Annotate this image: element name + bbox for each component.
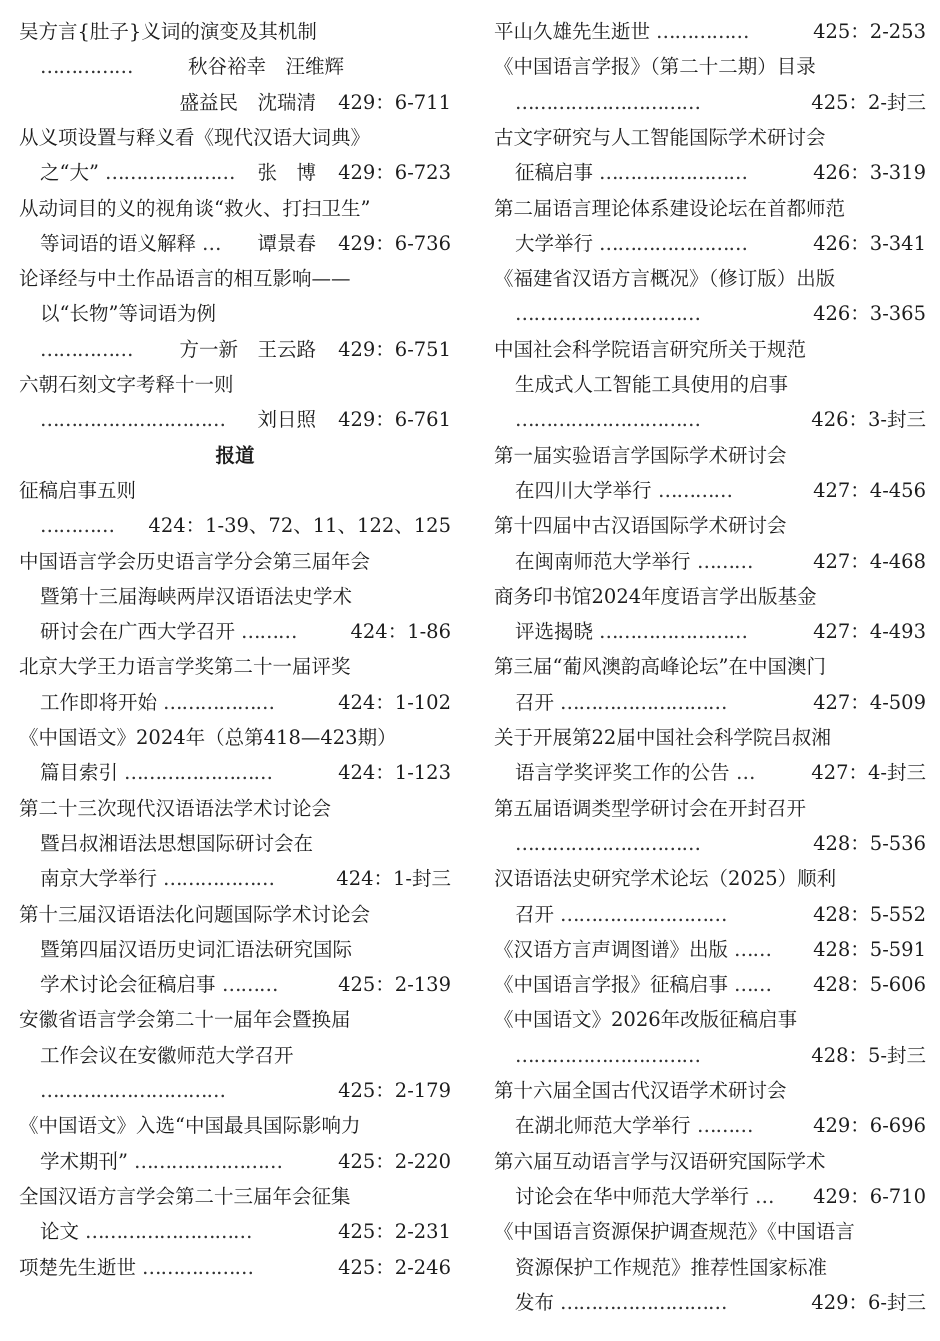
leader-dots: ……………… [142,1255,253,1279]
leader-dots: ………………… [105,161,235,185]
entry-title: 六朝石刻文字考释十一则 [19,373,234,396]
leader-dots: ……………………… [85,1220,252,1244]
index-line [19,261,451,296]
entry-title: 暨吕叔湘语法思想国际研讨会在 [40,831,314,855]
leader-dots: ………………………… [515,1043,700,1067]
entry-title: 发布 [515,1290,555,1314]
index-line [494,85,926,120]
page-ref: 425：2-封三 [811,90,926,114]
leader-dots: ……………………… [560,690,727,714]
page-ref: 426：3-319 [813,161,926,185]
entry-title: 召开 [515,902,555,926]
leader-dots: ……… [241,620,297,644]
entry-title: 召开 [515,690,555,714]
entry-title: 古文字研究与人工智能国际学术研讨会 [494,125,826,149]
entry-title: 第二十三次现代汉语语法学术讨论会 [19,796,332,820]
index-line [19,508,451,543]
index-line [494,155,926,190]
entry-title: 征稿启事 [515,161,594,185]
entry-title: 大学举行 [515,231,594,255]
index-line [19,1250,451,1285]
index-line [494,332,926,367]
leader-dots: ………………………… [40,1079,225,1102]
leader-dots: ………………………… [515,302,700,326]
index-line [494,826,926,861]
index-line [494,861,926,896]
entry-title: 篇目索引 [40,761,119,785]
entry-title: 工作会议在安徽师范大学召开 [40,1043,294,1067]
entry-title: 第十六届全国古代汉语学术研讨会 [494,1079,787,1102]
index-line [494,932,926,967]
entry-title: 项楚先生逝世 [19,1255,137,1279]
leader-dots: …………… [656,20,749,43]
index-line [494,438,926,473]
entry-title: 《中国语文》2024年（总第418—423期） [19,726,397,749]
entry-title: 在四川大学举行 [515,478,652,502]
page-ref: 427：4-456 [813,478,926,502]
index-line [19,649,451,684]
index-line [19,791,451,826]
entry-author: 谭景春 [257,231,316,255]
index-line [494,473,926,508]
page-ref: 424：1-123 [338,761,451,785]
entry-author: 刘日照 [257,408,316,432]
page-ref: 425：2-246 [338,1255,451,1279]
page-ref: 425：2-179 [338,1079,451,1102]
entry-title: 中国语言学会历史语言学分会第三届年会 [19,549,371,573]
entry-title: 《中国语文》2026年改版征稿启事 [494,1008,798,1032]
index-line [494,261,926,296]
entry-title: 暨第四届汉语历史词汇语法研究国际 [40,937,353,961]
page-ref: 429：6-封三 [811,1290,926,1314]
entry-title: 之“大” [40,161,99,185]
leader-dots: …………………… [599,231,747,255]
page-ref: 426：3-365 [813,302,926,326]
index-line [494,791,926,826]
index-line [19,1002,451,1037]
index-line [19,14,451,49]
index-line [494,120,926,155]
leader-dots: ……… [222,973,278,997]
section-heading [19,438,451,473]
page-ref: 427：4-468 [813,549,926,573]
leader-dots: … [755,1184,774,1208]
entry-title: 第三届“葡风澳韵高峰论坛”在中国澳门 [494,655,826,679]
index-line [494,1214,926,1249]
index-line [494,191,926,226]
page-ref: 426：3-封三 [811,408,926,432]
entry-title: 北京大学王力语言学奖第二十一届评奖 [19,655,351,679]
entry-title: 《中国语言学报》（第二十二期）目录 [494,55,816,79]
entry-author: 盛益民 沈瑞清 [179,90,316,114]
index-line [19,473,451,508]
leader-dots: ………………………… [515,408,700,432]
index-line [494,1002,926,1037]
index-line [19,296,451,331]
entry-title: 全国汉语方言学会第二十三届年会征集 [19,1184,351,1208]
entry-title: 论译经与中土作品语言的相互影响—— [19,267,351,291]
index-line [494,402,926,437]
page-ref: 429：6-710 [813,1184,926,1208]
leader-dots: …………… [40,337,133,361]
index-line [19,861,451,896]
index-line [19,1073,451,1108]
leader-dots: … [736,761,755,785]
entry-title: 第一届实验语言学国际学术研讨会 [494,443,787,467]
index-line [494,1038,926,1073]
entry-title: 第二届语言理论体系建设论坛在首都师范 [494,196,846,220]
index-line [19,332,451,367]
leader-dots: ……… [697,1114,753,1138]
page-ref: 428：5-封三 [811,1043,926,1067]
leader-dots: ………… [658,478,732,502]
index-line [19,685,451,720]
entry-title: 关于开展第22届中国社会科学院吕叔湘 [494,726,831,749]
page-ref: 429：6-751 [338,337,451,361]
page-ref: 429：6-736 [338,231,451,255]
entry-title: 资源保护工作规范》推荐性国家标准 [515,1255,828,1279]
page-ref: 428：5-591 [813,937,926,961]
entry-title: 《福建省汉语方言概况》（修订版）出版 [494,267,836,291]
entry-title: 研讨会在广西大学召开 [40,620,236,644]
entry-title: 《汉语方言声调图谱》出版 [494,937,729,961]
leader-dots: ……… [697,549,753,573]
page-ref: 427：4-493 [813,620,926,644]
entry-title: 从义项设置与释义看《现代汉语大词典》 [19,125,371,149]
page-ref: 429：6-711 [338,90,451,114]
index-line [19,897,451,932]
entry-title: 平山久雄先生逝世 [494,20,651,43]
index-line [494,226,926,261]
entry-title: 中国社会科学院语言研究所关于规范 [494,337,807,361]
entry-title: 从动词目的义的视角谈“救火、打扫卫生” [19,196,371,220]
index-line [19,49,451,84]
index-line [19,226,451,261]
index-line [19,367,451,402]
leader-dots: … [202,231,221,255]
index-line [494,296,926,331]
entry-title: 汉语语法史研究学术论坛（2025）顺利 [494,867,837,891]
index-line [19,932,451,967]
index-line [494,579,926,614]
index-line [494,614,926,649]
index-line [19,1144,451,1179]
entry-title: 第五届语调类型学研讨会在开封召开 [494,796,807,820]
index-line [494,1285,926,1320]
section-title: 报道 [215,443,255,467]
page-ref: 427：4-封三 [811,761,926,785]
entry-title: 南京大学举行 [40,867,158,891]
entry-author: 秋谷裕幸 汪维辉 [188,55,345,79]
entry-title: 《中国语言学报》征稿启事 [494,973,729,997]
index-line [19,755,451,790]
entry-author: 方一新 王云路 [179,337,316,361]
entry-title: 《中国语言资源保护调查规范》《中国语言 [494,1220,855,1244]
entry-title: 征稿启事五则 [19,478,137,502]
index-line [494,1179,926,1214]
index-line [494,508,926,543]
entry-title: 商务印书馆2024年度语言学出版基金 [494,584,817,608]
index-line [19,1179,451,1214]
leader-dots: …… [734,937,771,961]
index-line [19,85,451,120]
index-line [494,967,926,1002]
page-ref: 429：6-723 [338,161,451,185]
leader-dots: …………… [40,55,133,79]
entry-title: 《中国语文》入选“中国最具国际影响力 [19,1114,361,1138]
entry-title: 安徽省语言学会第二十一届年会暨换届 [19,1008,351,1032]
leader-dots: …… [734,973,771,997]
index-line [494,755,926,790]
index-line [494,1250,926,1285]
leader-dots: ……………………… [560,1290,727,1314]
leader-dots: …………………… [599,620,747,644]
index-line [19,1108,451,1143]
entry-title: 讨论会在华中师范大学举行 [515,1184,750,1208]
page-ref: 424：1-39、72、11、122、125 [148,514,451,538]
entry-author: 张 博 [257,161,316,185]
index-line [494,367,926,402]
entry-title: 第十三届汉语语法化问题国际学术讨论会 [19,902,371,926]
index-line [19,402,451,437]
entry-title: 工作即将开始 [40,690,158,714]
leader-dots: …………………… [124,761,272,785]
index-line [494,649,926,684]
page-ref: 426：3-341 [813,231,926,255]
page-ref: 428：5-552 [813,902,926,926]
page-ref: 425：2-220 [338,1149,451,1173]
leader-dots: ……………… [163,690,274,714]
index-line [19,1038,451,1073]
index-line [494,544,926,579]
entry-title: 第十四届中古汉语国际学术研讨会 [494,514,787,538]
entry-title: 评选揭晓 [515,620,594,644]
leader-dots: ………………………… [515,90,700,114]
index-line [19,155,451,190]
index-line [494,720,926,755]
leader-dots: ……………………… [560,902,727,926]
index-line [19,544,451,579]
leader-dots: …………………… [134,1149,282,1173]
page-ref: 424：1-86 [350,620,451,644]
index-line [494,14,926,49]
index-line [19,1214,451,1249]
index-line [494,1073,926,1108]
entry-title: 吴方言{肚子}义词的演变及其机制 [19,20,317,43]
entry-title: 等词语的语义解释 [40,231,197,255]
index-line [494,1144,926,1179]
entry-title: 在湖北师范大学举行 [515,1114,691,1138]
entry-title: 语言学奖评奖工作的公告 [515,761,730,785]
index-line [19,120,451,155]
leader-dots: ………… [40,514,114,538]
entry-title: 以“长物”等词语为例 [40,302,216,326]
index-line [19,967,451,1002]
entry-title: 生成式人工智能工具使用的启事 [515,373,789,396]
index-line [494,897,926,932]
index-line [494,49,926,84]
entry-title: 论文 [40,1220,80,1244]
page-ref: 425：2-139 [338,973,451,997]
page-ref: 429：6-761 [338,408,451,432]
entry-title: 在闽南师范大学举行 [515,549,691,573]
page-ref: 427：4-509 [813,690,926,714]
leader-dots: ………………………… [515,831,700,855]
index-line [19,579,451,614]
leader-dots: ………………………… [40,408,225,432]
index-line [494,685,926,720]
index-line [19,720,451,755]
entry-title: 学术讨论会征稿启事 [40,973,216,997]
entry-title: 第六届互动语言学与汉语研究国际学术 [494,1149,826,1173]
page-ref: 428：5-536 [813,831,926,855]
page-ref: 428：5-606 [813,973,926,997]
index-line [19,614,451,649]
index-line [494,1108,926,1143]
entry-title: 学术期刊” [40,1149,128,1173]
index-line [19,191,451,226]
entry-title: 暨第十三届海峡两岸汉语语法史学术 [40,584,353,608]
leader-dots: …………………… [599,161,747,185]
page-ref: 425：2-231 [338,1220,451,1244]
page-ref: 425：2-253 [813,20,926,43]
page-ref: 424：1-封三 [336,867,451,891]
page-ref: 429：6-696 [813,1114,926,1138]
page-ref: 424：1-102 [338,690,451,714]
leader-dots: ……………… [163,867,274,891]
index-line [19,826,451,861]
